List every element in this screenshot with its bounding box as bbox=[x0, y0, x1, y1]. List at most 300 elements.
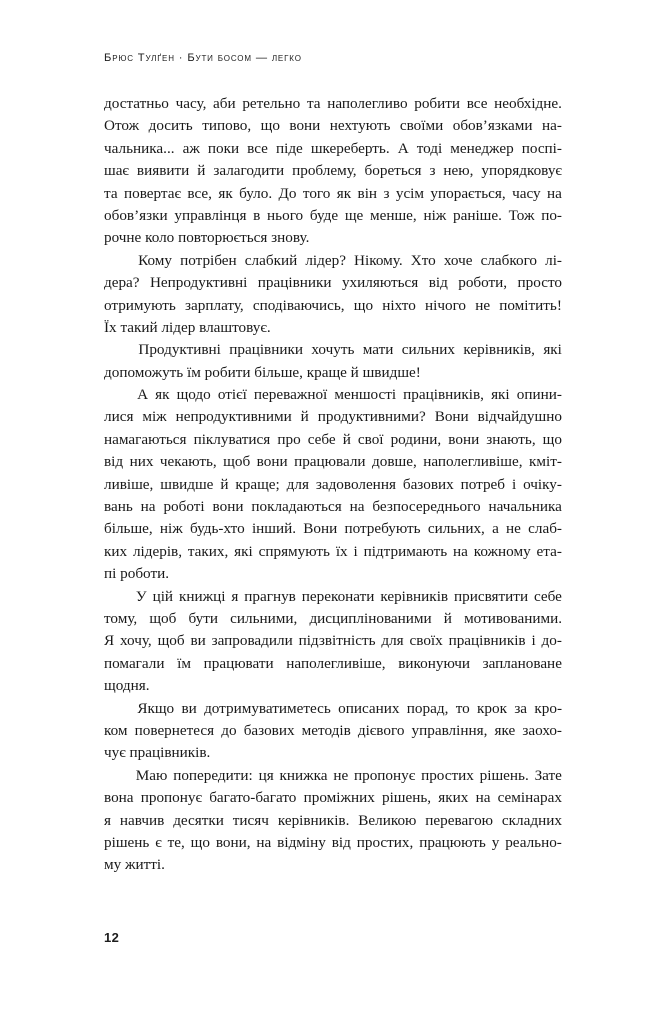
word: намагаються bbox=[104, 430, 187, 448]
word: рішень, bbox=[381, 789, 432, 807]
text-line bbox=[104, 720, 562, 742]
word: роботі bbox=[163, 498, 205, 516]
paragraph bbox=[104, 339, 562, 384]
word: раніше. bbox=[453, 206, 502, 224]
word: перевагою bbox=[425, 811, 494, 829]
word: таких, bbox=[187, 542, 229, 560]
text-line bbox=[104, 698, 562, 720]
word: помітить! bbox=[499, 296, 562, 314]
word: У bbox=[135, 587, 147, 605]
word: очіку- bbox=[523, 475, 562, 493]
word: я bbox=[231, 587, 239, 605]
word: отієї bbox=[217, 386, 247, 404]
word: відчайдушно bbox=[477, 408, 562, 426]
paragraph bbox=[104, 765, 562, 877]
word: До bbox=[278, 184, 297, 202]
paragraph bbox=[104, 250, 562, 340]
text-line bbox=[104, 227, 562, 249]
word: щоб bbox=[157, 632, 185, 650]
word: підзвітність bbox=[298, 632, 376, 650]
word: до bbox=[221, 721, 237, 739]
word: залагодити bbox=[213, 162, 285, 180]
word: він bbox=[357, 184, 378, 202]
word: ретельно bbox=[242, 95, 301, 112]
word: інший. bbox=[251, 520, 297, 538]
word: шкереберть. bbox=[310, 139, 390, 157]
text-line bbox=[104, 765, 562, 787]
word: ви bbox=[181, 699, 197, 717]
line-text: Їх такий лідер влаштовує. bbox=[104, 318, 271, 336]
paragraph-indent bbox=[104, 765, 130, 787]
word: й bbox=[197, 162, 206, 180]
word: запровадили bbox=[211, 632, 293, 650]
word: отримують bbox=[104, 296, 176, 314]
word: наполегливо bbox=[327, 95, 408, 112]
word: ще bbox=[344, 206, 364, 224]
running-head: Брюс Тулґен · Бути босом — легко bbox=[104, 52, 302, 64]
text-line bbox=[104, 250, 562, 272]
text-line bbox=[104, 832, 562, 854]
word: базових bbox=[402, 475, 454, 493]
word: заплановане bbox=[482, 654, 562, 672]
word: і bbox=[353, 542, 358, 560]
text-line bbox=[104, 608, 562, 630]
word: підтримають bbox=[363, 542, 448, 560]
page-number: 12 bbox=[104, 930, 120, 945]
text-line bbox=[104, 854, 562, 876]
word: тисяч bbox=[232, 811, 269, 829]
word: роботи, bbox=[458, 274, 508, 292]
word: потребують bbox=[344, 520, 421, 538]
word: нехтують bbox=[329, 117, 391, 135]
word: працівників bbox=[448, 632, 526, 650]
word: мати bbox=[362, 341, 394, 359]
text-line bbox=[104, 630, 562, 652]
word: як bbox=[218, 184, 233, 202]
word: зарплату, bbox=[185, 296, 244, 314]
word: опини- bbox=[516, 386, 562, 404]
word: прагнув bbox=[244, 587, 296, 605]
word: ця bbox=[258, 766, 274, 784]
word: вони bbox=[448, 430, 480, 448]
word: достатньо bbox=[104, 95, 169, 112]
word: більше, bbox=[104, 520, 153, 538]
word: потреб bbox=[460, 475, 506, 493]
word: і bbox=[511, 475, 517, 493]
word: й bbox=[220, 475, 229, 493]
text-line bbox=[104, 787, 562, 809]
word: наполегливіше, bbox=[286, 654, 386, 672]
word: крок bbox=[477, 699, 507, 717]
word: задоволення bbox=[315, 475, 396, 493]
word: тоді bbox=[416, 139, 443, 157]
word: обов’язками bbox=[452, 117, 533, 135]
line-text: рочне коло повторюється знову. bbox=[104, 229, 310, 247]
word: необхідне. bbox=[494, 95, 562, 112]
text-line bbox=[104, 541, 562, 563]
word: простих bbox=[421, 766, 474, 784]
text-line bbox=[104, 362, 562, 384]
word: книжці bbox=[178, 587, 226, 605]
text-line bbox=[104, 160, 562, 182]
paragraph bbox=[104, 698, 562, 765]
word: на bbox=[453, 542, 468, 560]
word: обов’язки bbox=[104, 206, 168, 224]
word: покладаються bbox=[251, 498, 342, 516]
word: слабкого bbox=[480, 251, 538, 269]
word: для bbox=[381, 632, 404, 650]
paragraph-indent bbox=[104, 698, 130, 720]
word: їм bbox=[177, 654, 191, 672]
word: Вони bbox=[303, 520, 338, 538]
word: а bbox=[492, 520, 499, 538]
text-line bbox=[104, 563, 562, 585]
word: не bbox=[333, 766, 349, 784]
text-line bbox=[104, 384, 562, 406]
word: нічого bbox=[425, 296, 467, 314]
word: кро- bbox=[534, 699, 562, 717]
word: що bbox=[260, 117, 280, 135]
word: вони bbox=[212, 498, 244, 516]
word: потрібен bbox=[180, 251, 237, 269]
word: й bbox=[300, 408, 309, 426]
word: за bbox=[514, 699, 528, 717]
word: вони bbox=[256, 453, 288, 471]
text-line bbox=[104, 406, 562, 428]
word: проблему, bbox=[292, 162, 357, 180]
word: чальника... bbox=[104, 139, 175, 157]
word: безпосереднього bbox=[372, 498, 481, 516]
word: ухиляються bbox=[341, 274, 419, 292]
word: й bbox=[443, 609, 452, 627]
word: ких bbox=[104, 542, 128, 560]
word: рішень bbox=[104, 833, 150, 851]
word: аж bbox=[182, 139, 200, 157]
word: базових bbox=[243, 721, 295, 739]
word: які bbox=[543, 341, 562, 359]
word: і bbox=[531, 632, 536, 650]
text-line bbox=[104, 518, 562, 540]
word: Непродуктивні bbox=[149, 274, 248, 292]
word: ніж bbox=[159, 520, 183, 538]
word: поки bbox=[207, 139, 240, 157]
word: кожному bbox=[473, 542, 531, 560]
text-line bbox=[104, 205, 562, 227]
word: про bbox=[277, 430, 301, 448]
word: у bbox=[491, 833, 500, 851]
word: лідер? bbox=[305, 251, 346, 269]
line-text: му житті. bbox=[104, 856, 165, 874]
word: того bbox=[302, 184, 331, 202]
word: все bbox=[247, 139, 268, 157]
word: керівників bbox=[380, 587, 449, 605]
word: які bbox=[491, 386, 510, 404]
word: на bbox=[349, 498, 365, 516]
text-line bbox=[104, 115, 562, 137]
word: робити bbox=[414, 95, 461, 112]
word: яких bbox=[438, 789, 469, 807]
word: не bbox=[475, 296, 491, 314]
word: та bbox=[306, 95, 321, 112]
word: меншості bbox=[334, 386, 397, 404]
word: тому, bbox=[104, 609, 138, 627]
word: Кому bbox=[138, 251, 172, 269]
word: між bbox=[142, 408, 167, 426]
word: лідерів, bbox=[132, 542, 183, 560]
word: до- bbox=[541, 632, 562, 650]
word: на bbox=[546, 184, 562, 202]
word: досить bbox=[148, 117, 193, 135]
word: з bbox=[429, 162, 436, 180]
word: пропонує bbox=[353, 766, 416, 784]
text-line bbox=[104, 183, 562, 205]
paragraph bbox=[104, 93, 562, 250]
word: працюють bbox=[419, 833, 486, 851]
word: складних bbox=[501, 811, 562, 829]
word: хочу, bbox=[119, 632, 152, 650]
word: пропонує bbox=[140, 789, 202, 807]
word: швидше bbox=[160, 475, 214, 493]
word: Маю bbox=[135, 766, 168, 784]
word: порад, bbox=[406, 699, 449, 717]
word: сильними, bbox=[230, 609, 298, 627]
word: непродуктивними bbox=[175, 408, 292, 426]
word: то bbox=[455, 699, 470, 717]
text-line bbox=[104, 93, 562, 115]
word: слабкий bbox=[244, 251, 298, 269]
word: часу, bbox=[175, 95, 207, 112]
word: попередити: bbox=[173, 766, 253, 784]
word: як bbox=[336, 184, 352, 202]
word: виконуючи bbox=[398, 654, 470, 672]
word: ливіше, bbox=[104, 475, 154, 493]
text-line bbox=[104, 138, 562, 160]
word: просто bbox=[517, 274, 562, 292]
word: Нікому. bbox=[354, 251, 403, 269]
word: все bbox=[466, 95, 488, 112]
word: спрямують bbox=[258, 542, 330, 560]
word: працювати bbox=[203, 654, 274, 672]
word: А bbox=[137, 386, 149, 404]
word: менеджер bbox=[450, 139, 514, 157]
word: лися bbox=[104, 408, 134, 426]
word: хочуть bbox=[311, 341, 355, 359]
word: Тож bbox=[508, 206, 535, 224]
word: які bbox=[234, 542, 253, 560]
text-line bbox=[104, 653, 562, 675]
word: на bbox=[475, 789, 491, 807]
paragraph-indent bbox=[104, 339, 130, 361]
word: яке bbox=[494, 721, 516, 739]
word: своїми bbox=[399, 117, 444, 135]
word: кміт- bbox=[529, 453, 562, 471]
word: хоче bbox=[443, 251, 473, 269]
word: десятки bbox=[173, 811, 224, 829]
word: повернетеся bbox=[134, 721, 215, 739]
word: керівників. bbox=[277, 811, 350, 829]
word: ніхто bbox=[382, 296, 416, 314]
word: Продуктивні bbox=[138, 341, 221, 359]
word: є bbox=[155, 833, 162, 851]
word: усім bbox=[395, 184, 425, 202]
word: сильних, bbox=[427, 520, 485, 538]
text-line bbox=[104, 742, 562, 764]
word: слаб- bbox=[528, 520, 562, 538]
word: ком bbox=[104, 721, 128, 739]
word: чекають, bbox=[159, 453, 217, 471]
text-line bbox=[104, 586, 562, 608]
word: продуктивними? bbox=[317, 408, 426, 426]
word: на- bbox=[541, 117, 562, 135]
word: себе bbox=[307, 430, 336, 448]
word: методів bbox=[301, 721, 351, 739]
word: цій bbox=[152, 587, 174, 605]
word: й bbox=[342, 430, 351, 448]
word: описаних bbox=[338, 699, 400, 717]
word: нею, bbox=[443, 162, 474, 180]
line-text: допоможуть їм робити більше, краще й швидше! bbox=[104, 363, 421, 381]
body-text-block bbox=[104, 93, 562, 877]
text-line bbox=[104, 295, 562, 317]
word: буде bbox=[309, 206, 339, 224]
word: з bbox=[383, 184, 390, 202]
word: простих, bbox=[356, 833, 414, 851]
word: менше, bbox=[370, 206, 417, 224]
word: вони bbox=[289, 117, 321, 135]
paragraph-indent bbox=[104, 586, 130, 608]
word: лі- bbox=[545, 251, 562, 269]
word: вони, bbox=[215, 833, 251, 851]
word: що bbox=[353, 296, 374, 314]
word: краще; bbox=[235, 475, 280, 493]
word: заохо- bbox=[522, 721, 562, 739]
text-line bbox=[104, 429, 562, 451]
word: переважної bbox=[253, 386, 328, 404]
line-text: пі роботи. bbox=[104, 565, 170, 583]
word: щоб bbox=[223, 453, 251, 471]
word: реально- bbox=[505, 833, 562, 851]
word: знають, bbox=[486, 430, 536, 448]
word: керівників, bbox=[463, 341, 535, 359]
word: аби bbox=[213, 95, 236, 112]
word: мотивованими. bbox=[464, 609, 562, 627]
text-line bbox=[104, 451, 562, 473]
word: було. bbox=[239, 184, 273, 202]
word: ніж bbox=[423, 206, 447, 224]
line-text: щодня. bbox=[104, 677, 150, 695]
word: щоб bbox=[149, 609, 177, 627]
word: та bbox=[104, 184, 118, 202]
word: що bbox=[542, 430, 562, 448]
paragraph-indent bbox=[104, 384, 130, 406]
word: дієвого bbox=[357, 721, 405, 739]
text-line bbox=[104, 339, 562, 361]
word: ви bbox=[190, 632, 206, 650]
word: рішень. bbox=[479, 766, 529, 784]
word: ета- bbox=[536, 542, 562, 560]
word: щодо bbox=[176, 386, 211, 404]
word: відміну bbox=[277, 833, 326, 851]
word: свої bbox=[357, 430, 384, 448]
word: піклуватися bbox=[193, 430, 271, 448]
word: переконати bbox=[301, 587, 375, 605]
word: від bbox=[428, 274, 448, 292]
word: вона bbox=[104, 789, 134, 807]
word: нього bbox=[267, 206, 304, 224]
word: будь-хто bbox=[189, 520, 245, 538]
word: від bbox=[331, 833, 351, 851]
word: управлінця bbox=[174, 206, 247, 224]
text-line bbox=[104, 317, 562, 339]
word: я bbox=[104, 811, 111, 829]
word: присвятити bbox=[454, 587, 529, 605]
word: Великою bbox=[358, 811, 417, 829]
word: їх bbox=[335, 542, 348, 560]
word: бореться bbox=[364, 162, 422, 180]
word: те, bbox=[167, 833, 185, 851]
word: навчив bbox=[119, 811, 165, 829]
word: на bbox=[256, 833, 272, 851]
word: упорядковує bbox=[481, 162, 562, 180]
word: начальника bbox=[488, 498, 562, 516]
word: сильних bbox=[401, 341, 455, 359]
line-text: чує працівників. bbox=[104, 744, 211, 762]
word: виявити bbox=[136, 162, 190, 180]
word: них bbox=[129, 453, 154, 471]
word: управління, bbox=[411, 721, 488, 739]
word: дотримуватиметесь bbox=[204, 699, 331, 717]
word: на bbox=[140, 498, 156, 516]
word: Зате bbox=[534, 766, 562, 784]
word: проміжних bbox=[303, 789, 375, 807]
word: в bbox=[253, 206, 261, 224]
word: піде bbox=[275, 139, 303, 157]
word: шає bbox=[104, 162, 129, 180]
word: бути bbox=[188, 609, 219, 627]
word: Отож bbox=[104, 117, 140, 135]
word: книжка bbox=[279, 766, 328, 784]
word: часу bbox=[512, 184, 541, 202]
word: довше, bbox=[372, 453, 417, 471]
word: себе bbox=[533, 587, 562, 605]
paragraph bbox=[104, 586, 562, 698]
word: як bbox=[155, 386, 170, 404]
word: вань bbox=[104, 498, 133, 516]
word: типово, bbox=[202, 117, 252, 135]
word: все, bbox=[187, 184, 212, 202]
word: А bbox=[397, 139, 409, 157]
word: працювали bbox=[294, 453, 366, 471]
word: Я bbox=[104, 632, 115, 650]
text-line bbox=[104, 272, 562, 294]
word: працівників, bbox=[403, 386, 484, 404]
word: сподіваючись, bbox=[252, 296, 345, 314]
word: Хто bbox=[410, 251, 436, 269]
word: поспі- bbox=[521, 139, 562, 157]
word: своїх bbox=[409, 632, 443, 650]
text-line bbox=[104, 474, 562, 496]
text-line bbox=[104, 496, 562, 518]
word: працівники bbox=[229, 341, 303, 359]
word: багато-багато bbox=[209, 789, 297, 807]
word: родини, bbox=[390, 430, 442, 448]
text-line bbox=[104, 675, 562, 697]
word: дисциплінованими bbox=[309, 609, 432, 627]
word: дера? bbox=[104, 274, 140, 292]
word: від bbox=[104, 453, 124, 471]
word: помагали bbox=[104, 654, 165, 672]
word: семінарах bbox=[497, 789, 562, 807]
